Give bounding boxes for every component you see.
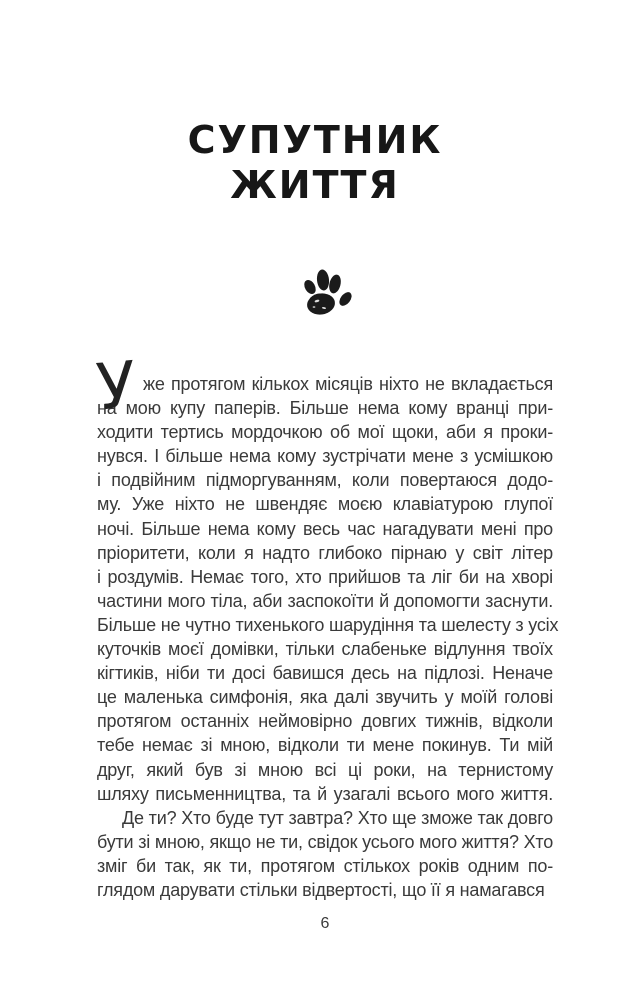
chapter-title-line1: СУПУТНИК (187, 118, 443, 162)
text-line: ночі. Більше нема кому весь час нагадувати мені про (97, 518, 553, 539)
text-line: бути зі мною, якщо не ти, свідок усього мого життя? Хто (97, 831, 554, 852)
drop-cap: У (93, 348, 139, 426)
text-line: му. Уже ніхто не швендяє моєю клавіатурою глупої (97, 494, 553, 515)
chapter-title-line2: ЖИТТЯ (230, 163, 400, 207)
text-line: ходити тертись мордочкою об мої щоки, аби я проки- (97, 422, 553, 443)
chapter-title (0, 118, 630, 208)
text-line: тебе немає зі мною, відколи ти мене покинув. Ти мій (97, 735, 553, 756)
text-line: шляху письменництва, та й узагалі всього мого життя. (97, 783, 553, 804)
text-line: глядом дарувати стільки відвертості, що її я намагався (97, 879, 545, 900)
text-line: куточків моєї домівки, тільки слабеньке відлуння твоїх (97, 639, 553, 660)
text-lines (97, 372, 559, 902)
text-line: же протягом кількох місяців ніхто не вкладається (143, 374, 553, 394)
text-line: пріоритети, коли я надто глибоко пірнаю у світ літер (97, 542, 553, 563)
chapter-body (93, 348, 559, 902)
text-line: і роздумів. Немає того, хто прийшов та ліг би на хворі (97, 566, 553, 587)
text-line: і подвійним підморгуванням, коли повертаюся додо- (97, 470, 553, 491)
text-line: частини мого тіла, аби заспокоїти й допомогти заснути. (97, 590, 553, 611)
text-line: на мою купу паперів. Більше нема кому вранці при- (97, 398, 553, 419)
text-line: друг, який був зі мною всі ці роки, на тернистому (97, 759, 553, 780)
text-line: це маленька симфонія, яка далі звучить у моїй голові (97, 687, 553, 708)
text-line: нувся. І більше нема кому зустрічати мене з усмішкою (97, 446, 553, 467)
paw-print-icon (0, 262, 630, 323)
text-line: Де ти? Хто буде тут завтра? Хто ще зможе так довго (122, 807, 553, 828)
text-line: протягом останніх неймовірно довгих тижнів, відколи (97, 711, 553, 732)
text-line: зміг би так, як ти, протягом стількох років одним по- (97, 855, 553, 876)
text-line: кігтиків, ніби ти досі бавишся десь на підлозі. Неначе (97, 663, 553, 684)
paw-print-svg (290, 262, 354, 318)
text-line: Більше не чутно тихенького шарудіння та шелесту з усіх (97, 614, 559, 635)
page-number: 6 (320, 915, 330, 933)
